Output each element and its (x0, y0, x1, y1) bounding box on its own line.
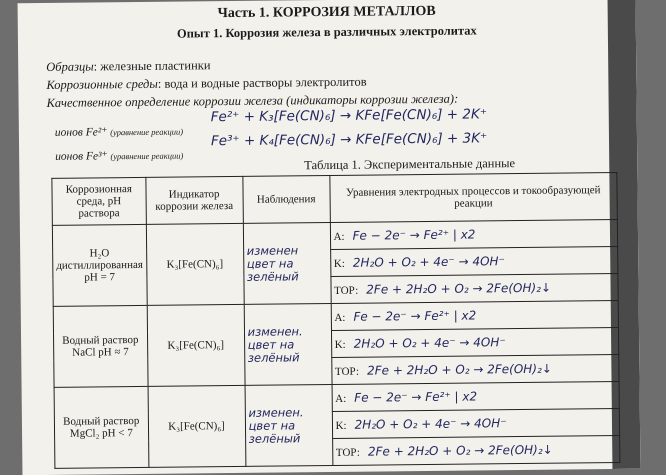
experiment-title: Опыт 1. Коррозия железа в различных электролитах (176, 23, 477, 41)
cathode-label: K: (335, 419, 347, 432)
ion2-note: (уравнение реакции) (110, 150, 184, 162)
anode-label: A: (334, 311, 346, 324)
table-header-row (52, 172, 617, 225)
row3-observation (245, 384, 333, 466)
cathode-label: K: (333, 257, 345, 270)
header-equations: Уравнения электродных процессов и токообразующей реакции (329, 172, 617, 222)
row1-observation (243, 222, 331, 304)
ion1-line (55, 124, 183, 139)
header-env: Коррозионная среда, pH раствора (52, 177, 146, 225)
header-observations: Наблюдения (242, 175, 329, 223)
total-label: ТОР: (334, 365, 360, 378)
samples-value: : железные пластинки (93, 58, 211, 74)
row1-env: H₂O дистиллированная pH = 7 (52, 224, 146, 306)
total-equation: 2Fe + 2H₂O + O₂ → 2Fe(OH)₂↓ (366, 280, 552, 297)
cathode-label: K: (334, 338, 346, 351)
header-indicator: Индикатор коррозии железа (145, 176, 242, 224)
row1-cathode (330, 246, 618, 276)
total-label: ТОР: (335, 446, 361, 459)
part-title: Часть 1. КОРРОЗИЯ МЕТАЛЛОВ (217, 3, 436, 22)
row1-anode (330, 219, 618, 249)
row3-env: Водный раствор MgCl₂ pH < 7 (54, 386, 148, 468)
total-equation: 2Fe + 2H₂O + O₂ → 2Fe(OH)₂↓ (367, 442, 553, 459)
ion1-note: (уравнение реакции) (110, 126, 184, 138)
row1-indicator: K₃[Fe(CN)₆] (146, 223, 244, 305)
row3-total (332, 435, 620, 465)
row2-anode (331, 300, 619, 330)
row2-observation-text: изменен. цвет на зелёный (247, 323, 303, 365)
total-equation: 2Fe + 2H₂O + O₂ → 2Fe(OH)₂↓ (367, 361, 552, 378)
cathode-equation: 2H₂O + O₂ + 4e⁻ → 4OH⁻ (354, 416, 507, 432)
anode-equation: Fe − 2e⁻ → Fe²⁺ | x2 (354, 389, 478, 405)
media-label: Коррозионные среды (46, 76, 158, 92)
row3-indicator: K₃[Fe(CN)₆] (148, 385, 246, 467)
row2-env: Водный раствор NaCl pH ≈ 7 (53, 305, 147, 387)
ion2-equation: Fe³⁺ + K₄[Fe(CN)₆] → KFe[Fe(CN)₆] + 3K⁺ (210, 130, 488, 150)
media-value: : вода и водные растворы электролитов (157, 74, 367, 91)
ion2-line (55, 148, 183, 163)
row2-observation (244, 303, 332, 385)
ion1-label: ионов Fe²⁺ (54, 126, 108, 139)
row3-cathode (332, 408, 620, 438)
total-label: ТОР: (334, 284, 359, 297)
row2-total (331, 354, 619, 384)
media-line (46, 75, 366, 93)
samples-label: Образцы (46, 59, 94, 74)
cathode-equation: 2H₂O + O₂ + 4e⁻ → 4OH⁻ (352, 254, 505, 270)
document-page (18, 0, 641, 475)
table-caption: Таблица 1. Экспериментальные данные (304, 156, 516, 173)
samples-line (46, 58, 210, 75)
row3-observation-text: изменен. цвет на зелёный (248, 404, 304, 446)
row2-cathode (331, 327, 619, 357)
ion1-equation: Fe²⁺ + K₃[Fe(CN)₆] → KFe[Fe(CN)₆] + 2K⁺ (210, 106, 488, 126)
anode-equation: Fe − 2e⁻ → Fe²⁺ | x2 (353, 308, 477, 324)
anode-equation: Fe − 2e⁻ → Fe²⁺ | x2 (352, 227, 476, 243)
row1-observation-text: изменен цвет на зелёный (246, 242, 299, 284)
row3-anode (332, 381, 620, 411)
qualitative-title-text: Качественное определение коррозии железа (индикаторы коррозии железа): (46, 91, 459, 110)
cathode-equation: 2H₂O + O₂ + 4e⁻ → 4OH⁻ (353, 335, 506, 351)
row2-indicator: K₃[Fe(CN)₆] (147, 304, 245, 386)
row1-total (330, 273, 618, 303)
anode-label: A: (333, 230, 345, 243)
experiment-table (51, 172, 620, 469)
ion2-label: ионов Fe³⁺ (55, 150, 108, 163)
anode-label: A: (335, 392, 347, 405)
